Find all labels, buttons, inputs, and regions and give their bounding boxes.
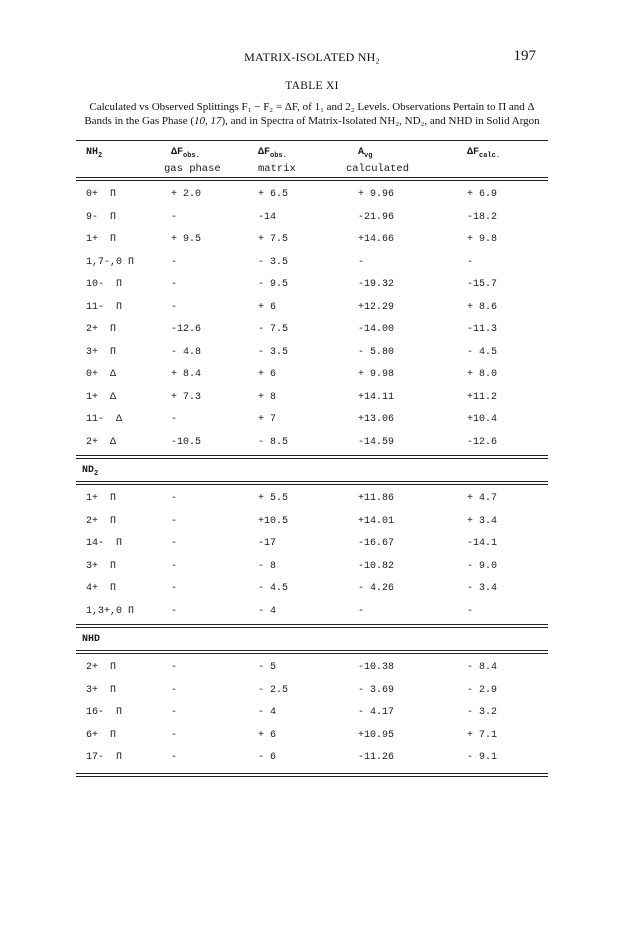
cell-calc: + 8.0 [467,369,498,380]
cell-calculated: -14.00 [358,324,395,335]
cell-matrix: + 6 [258,729,277,741]
cell-matrix: - 3.5 [258,256,289,268]
caption-text: Bands in the Gas Phase ( [84,115,194,127]
table-row [76,508,548,531]
cell-level: 1+ Δ [86,391,117,403]
cell-level: 0+ Π [86,189,117,200]
cell-calculated: -10.82 [358,560,395,572]
caption-line-1: Calculated vs Observed Splittings F₁ − F₂ = ΔF, of 1₁ and 2₂ Levels. Observations Pertain to Π and Δ [89,101,535,113]
cell-calculated: -19.32 [358,279,395,290]
group-label-text: NHD [82,634,101,645]
table-row [76,598,548,621]
cell-matrix: - 4 [258,707,277,718]
table-row [76,204,548,227]
caption-text: ), and in Spectra of Matrix-Isolated NH₂, ND₂, and NHD in Solid Argon [221,115,540,127]
cell-gas-phase: - [171,560,178,572]
cell-calculated: - 3.69 [358,684,395,696]
col-header-calc [467,147,500,160]
cell-gas-phase: + 7.3 [171,391,202,403]
cell-calc: - [467,605,474,617]
cell-calc: + 4.7 [467,493,498,504]
cell-level: 2+ Π [86,515,117,527]
cell-calc: -11.3 [467,324,498,335]
cell-matrix: - 3.5 [258,346,289,358]
cell-level: 3+ Π [86,346,117,358]
cell-calculated: -16.67 [358,538,395,549]
cell-calc: - 3.2 [467,707,498,718]
cell-calculated: + 9.96 [358,189,395,200]
cell-matrix: - 8 [258,560,277,572]
header-sub: 2 [98,152,103,160]
cell-calc: - 3.4 [467,583,498,594]
cell-level: 2+ Δ [86,436,117,448]
cell-level: 10- Π [86,279,123,290]
cell-matrix: + 7 [258,414,277,425]
header-main: NH [86,147,99,158]
cell-calc: - 8.4 [467,662,498,673]
cell-gas-phase: - [171,752,178,763]
cell-calc: + 6.9 [467,189,498,200]
cell-calc: -18.2 [467,211,498,223]
cell-level: 11- Π [86,301,123,313]
cell-calculated: +14.11 [358,391,395,403]
cell-level: 3+ Π [86,560,117,572]
cell-gas-phase: + 9.5 [171,234,202,245]
cell-calc: -14.1 [467,538,498,549]
cell-matrix: - 4 [258,605,277,617]
cell-calc: - 9.1 [467,752,498,763]
cell-calculated: -21.96 [358,211,395,223]
cell-level: 11- Δ [86,414,123,425]
cell-matrix: - 6 [258,752,277,763]
col-subheader-matrix: matrix [258,163,296,175]
cell-level: 9- Π [86,211,117,223]
table-header [76,141,548,177]
cell-calculated: -10.38 [358,662,395,673]
cell-gas-phase: - [171,515,178,527]
cell-level: 1,3+,0 Π [86,605,135,617]
header-sub: obs. [183,152,200,160]
table-row [76,722,548,745]
page-number: 197 [513,48,536,64]
cell-gas-phase: - [171,707,178,718]
cell-level: 1+ Π [86,234,117,245]
cell-gas-phase: -12.6 [171,324,202,335]
cell-calculated: - 4.17 [358,707,395,718]
cell-calc: + 8.6 [467,301,498,313]
cell-calc: -12.6 [467,436,498,448]
cell-calculated: +11.86 [358,493,395,504]
table-row [76,249,548,272]
running-title: MATRIX-ISOLATED NH₂ [244,50,380,64]
cell-matrix: -14 [258,211,277,223]
cell-calculated: -14.59 [358,436,395,448]
cell-matrix: - 5 [258,662,277,673]
table-row [76,181,548,204]
table-row [76,406,548,429]
cell-gas-phase: - [171,729,178,741]
col-header-calculated [358,147,372,160]
table-row [76,553,548,576]
caption-line-2 [50,114,574,128]
table-row [76,226,548,249]
table-row [76,575,548,598]
cell-calc: - 4.5 [467,346,498,358]
col-subheader-calculated: calculated [346,163,410,175]
table-row [76,677,548,700]
cell-gas-phase: + 2.0 [171,189,202,200]
table-row [76,744,548,767]
col-header-matrix [258,147,287,160]
cell-calc: - [467,256,474,268]
table-row [76,429,548,452]
cell-level: 4+ Π [86,583,117,594]
cell-level: 3+ Π [86,684,117,696]
col-subheader-gas-phase: gas phase [164,163,221,175]
cell-matrix: + 6 [258,369,277,380]
data-table [76,140,548,777]
table-row [76,361,548,384]
table-row [76,271,548,294]
cell-gas-phase: - [171,662,178,673]
cell-calc: +11.2 [467,391,498,403]
table-row [76,485,548,508]
cell-calculated: - [358,256,365,268]
cell-calculated: + 9.98 [358,369,395,380]
cell-calculated: - 5.80 [358,346,395,358]
cell-gas-phase: - [171,414,178,425]
cell-calc: + 9.8 [467,234,498,245]
cell-matrix: + 6.5 [258,189,289,200]
cell-level: 14- Π [86,538,123,549]
cell-matrix: + 7.5 [258,234,289,245]
header-main: ΔF [171,147,184,158]
group-label-sub: 2 [94,470,99,478]
cell-gas-phase: - [171,538,178,549]
cell-level: 0+ Δ [86,369,117,380]
group-label-text: $ND_2$ [82,465,99,478]
cell-gas-phase: - [171,211,178,223]
cell-matrix: - 2.5 [258,684,289,696]
col-header-gas-phase [171,147,200,160]
cell-matrix: - 9.5 [258,279,289,290]
cell-matrix: - 7.5 [258,324,289,335]
cell-gas-phase: - 4.8 [171,346,202,358]
cell-level: 2+ Π [86,662,117,673]
header-main: ΔF [467,147,480,158]
cell-level: 6+ Π [86,729,117,741]
cell-calc: -15.7 [467,279,498,290]
group-label [76,459,548,481]
col-header-species [86,147,102,160]
cell-gas-phase: - [171,583,178,594]
header-main: A [358,147,365,158]
table-label: TABLE XI [285,80,339,92]
cell-matrix: + 5.5 [258,493,289,504]
cell-gas-phase: - [171,256,178,268]
cell-calc: - 9.0 [467,560,498,572]
cell-calculated: -11.26 [358,752,395,763]
cell-calc: + 3.4 [467,515,498,527]
cell-gas-phase: -10.5 [171,436,202,448]
cell-calc: + 7.1 [467,729,498,741]
table-row [76,654,548,677]
cell-matrix: - 4.5 [258,583,289,594]
cell-gas-phase: - [171,684,178,696]
cell-matrix: + 8 [258,391,277,403]
cell-gas-phase: + 8.4 [171,369,202,380]
table-row [76,530,548,553]
cell-matrix: - 8.5 [258,436,289,448]
table-row [76,384,548,407]
cell-calc: - 2.9 [467,684,498,696]
cell-level: 2+ Π [86,324,117,335]
cell-calculated: +14.66 [358,234,395,245]
cell-gas-phase: - [171,605,178,617]
cell-matrix: + 6 [258,301,277,313]
cell-calculated: +14.01 [358,515,395,527]
cell-level: 17- Π [86,752,123,763]
cell-gas-phase: - [171,493,178,504]
cell-level: 16- Π [86,707,123,718]
cell-calculated: +12.29 [358,301,395,313]
table-row [76,294,548,317]
cell-calculated: +10.95 [358,729,395,741]
cell-level: 1,7-,0 Π [86,256,135,268]
cell-calc: +10.4 [467,414,498,425]
table-body [76,181,548,777]
header-sub: vg [364,152,373,160]
cell-calculated: - [358,605,365,617]
header-main: ΔF [258,147,271,158]
cell-calculated: +13.06 [358,414,395,425]
cell-level: 1+ Π [86,493,117,504]
bottom-rule [76,773,548,777]
table-row [76,699,548,722]
cell-gas-phase: - [171,301,178,313]
cell-matrix: -17 [258,538,277,549]
table-caption [50,100,574,128]
header-sub: obs. [270,152,287,160]
cell-gas-phase: - [171,279,178,290]
page-header [0,50,624,70]
cell-calculated: - 4.26 [358,583,395,594]
header-sub: calc. [479,152,501,160]
cell-matrix: +10.5 [258,515,289,527]
group-label [76,628,548,650]
table-row [76,339,548,362]
table-row [76,316,548,339]
caption-reference: 10, 17 [194,115,222,127]
